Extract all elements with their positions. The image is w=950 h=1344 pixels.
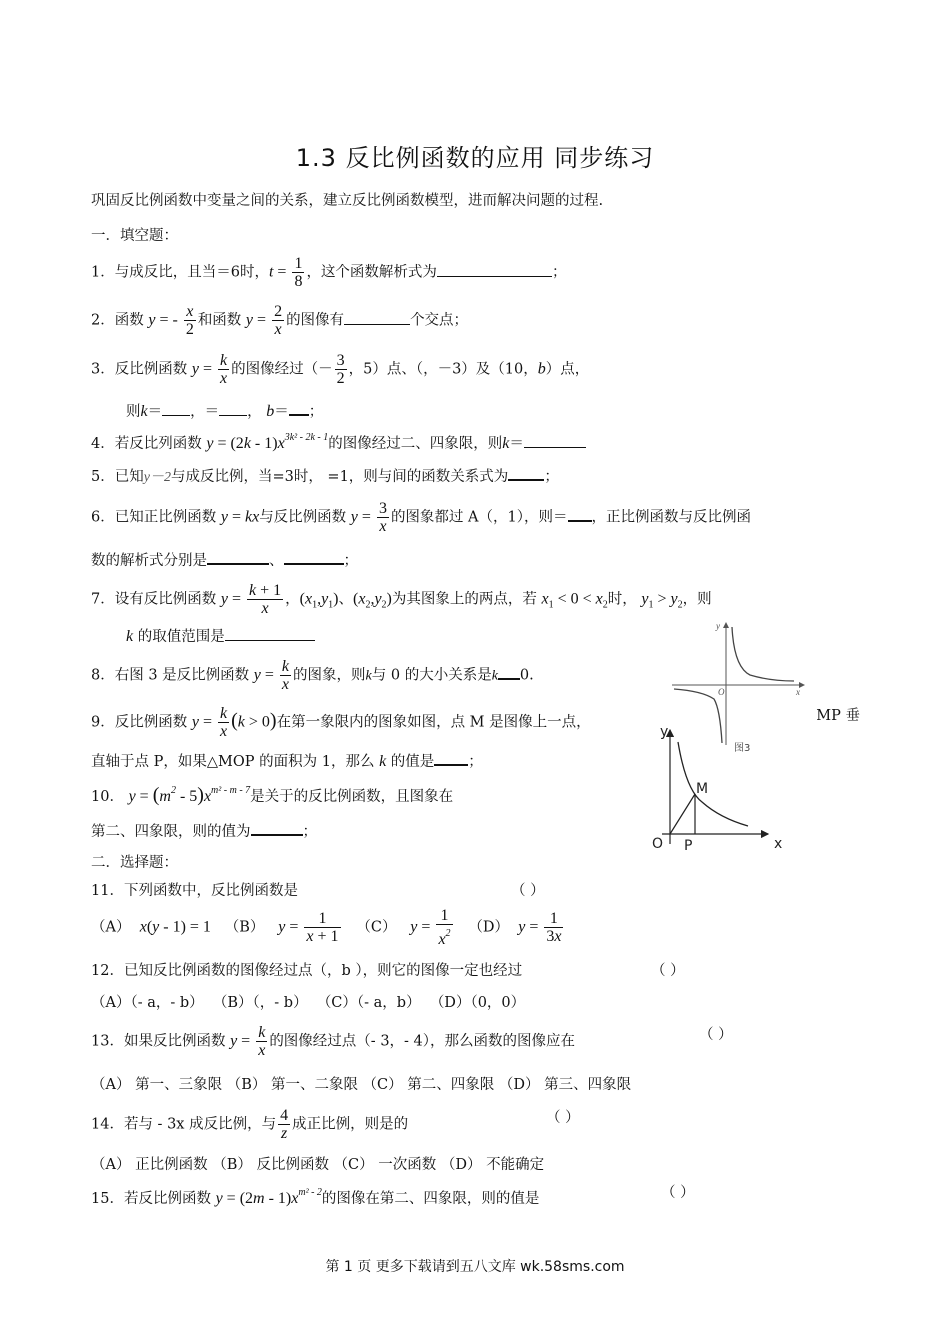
question-12-options: （A）（- a，- b） （B）（，- b） （C）（- a，b） （D）（0，0） — [91, 995, 526, 1011]
fig3-y-label: y — [716, 621, 720, 631]
question-13-options: （A） 第一、三象限 （B） 第一、二象限 （C） 第二、四象限 （D） 第三、四象限 — [91, 1077, 632, 1093]
question-11: 11．下列函数中，反比例函数是 （ ） — [91, 883, 545, 899]
question-1: 1．与成反比，且当＝6时，t = $\frac{1}{8}$ ，这个函数解析式为 ； — [91, 255, 567, 290]
page-footer: 第 1 页 更多下载请到五八文库 wk.58sms.com — [325, 1259, 625, 1275]
figm-origin-label: O — [652, 836, 664, 852]
section-heading-fill: 一．填空题： — [91, 228, 178, 244]
question-12: 12．已知反比例函数的图像经过点（，b ），则它的图像一定也经过 （ ） — [91, 963, 685, 979]
question-9: 9．反比例函数 y = $\frac{k}{x}$ (k > 0)在第一象限内的图象如图，点 M 是图像上一点， MP 垂 — [91, 705, 860, 740]
figm-p-label: P — [684, 838, 693, 854]
figm-m-label: M — [696, 781, 709, 797]
fig3-origin-label: O — [718, 687, 725, 697]
question-6-cont: 数的解析式分别是 、 ； — [91, 549, 860, 572]
fig3-x-label: x — [796, 687, 800, 697]
question-15: 15．若反比例函数 $y = (2m - 1)x^{m^2 - 2}$的图像在第二、四象限，则的值是 （ ） — [91, 1185, 695, 1207]
question-13: 13．如果反比例函数 y = $\frac{k}{x}$ 的图像经过点（- 3，- 4），那么函数的图像应在 （ ） — [91, 1024, 733, 1059]
figm-y-label: y — [660, 724, 669, 740]
question-3-answers: 则k＝ ，＝ ， b＝ ； — [126, 400, 860, 423]
segment-om — [670, 794, 695, 834]
hyperbola-branch — [678, 742, 751, 826]
question-10-cont: 第二、四象限，则的值为 ； — [91, 820, 860, 843]
question-10: 10． $y = (m^2 - 5)x^{m^2 - m - 7}$是关于的反比例函数，且图象在 — [91, 784, 454, 806]
question-4: 4．若反比列函数 $y = (2k - 1)x^{3k^2 - 2k - 1}$的图像经过二、四象限，则k＝ — [91, 427, 860, 455]
question-14-options: （A） 正比例函数 （B） 反比例函数 （C） 一次函数 （D） 不能确定 — [91, 1157, 545, 1173]
question-6: 6．已知正比例函数 y = kx与反比例函数 y = $\frac{3}{x}$ 的图象都过 A（，1），则＝ ，正比例函数与反比例函 — [91, 500, 751, 535]
figure-mop-triangle — [640, 722, 790, 854]
question-11-options: （A） x(y - 1) = 1 （B） y = $\frac{1}{x + 1}$ （C） y = $\frac{1}{x^2}$ （D） y = $\frac{1}{3x}$ — [91, 907, 562, 948]
question-5: 5．已知y－2与成反比例，当=3时， =1，则与间的函数关系式为 ； — [91, 465, 860, 489]
question-14: 14．若与 - 3x 成反比例，与 $\frac{4}{z}$ 成正比例，则是的 （ ） — [91, 1107, 580, 1142]
fig3-caption: 图3 — [734, 743, 751, 754]
figm-x-label: x — [774, 836, 783, 852]
question-7-cont: k 的取值范围是 — [126, 626, 860, 648]
question-3: 3．反比例函数 y = $\frac{k}{x}$ 的图像经过（－ $\frac{3}{2}$ ，5）点、（，－3）及（10，b）点， — [91, 352, 590, 387]
intro-text: 巩固反比例函数中变量之间的关系，建立反比例函数模型，进而解决问题的过程. — [91, 193, 604, 209]
question-2: 2．函数 y = - $\frac{x}{2}$ 和函数 y = $\frac{2}{x}$ 的图像有 个交点； — [91, 303, 469, 338]
section-heading-choice: 二．选择题： — [91, 855, 178, 871]
page-title: 1.3 反比例函数的应用 同步练习 — [295, 144, 655, 172]
hyperbola-branch-q1 — [732, 627, 794, 681]
question-8: 8．右图 3 是反比例函数 y = $\frac{k}{x}$ 的图象，则k与 0 的大小关系是k 0. — [91, 658, 534, 693]
question-9-cont: 直轴于点 P，如果△MOP 的面积为 1，那么 k 的值是 ； — [91, 750, 860, 773]
question-7: 7．设有反比例函数 y = $\frac{k + 1}{x}$ ，$(x_1,y_1)$、$(x_2,y_2)$为其图象上的两点，若 $x_1 < 0 < x_2$时， $y_1 > y_2$，则 — [91, 582, 712, 617]
